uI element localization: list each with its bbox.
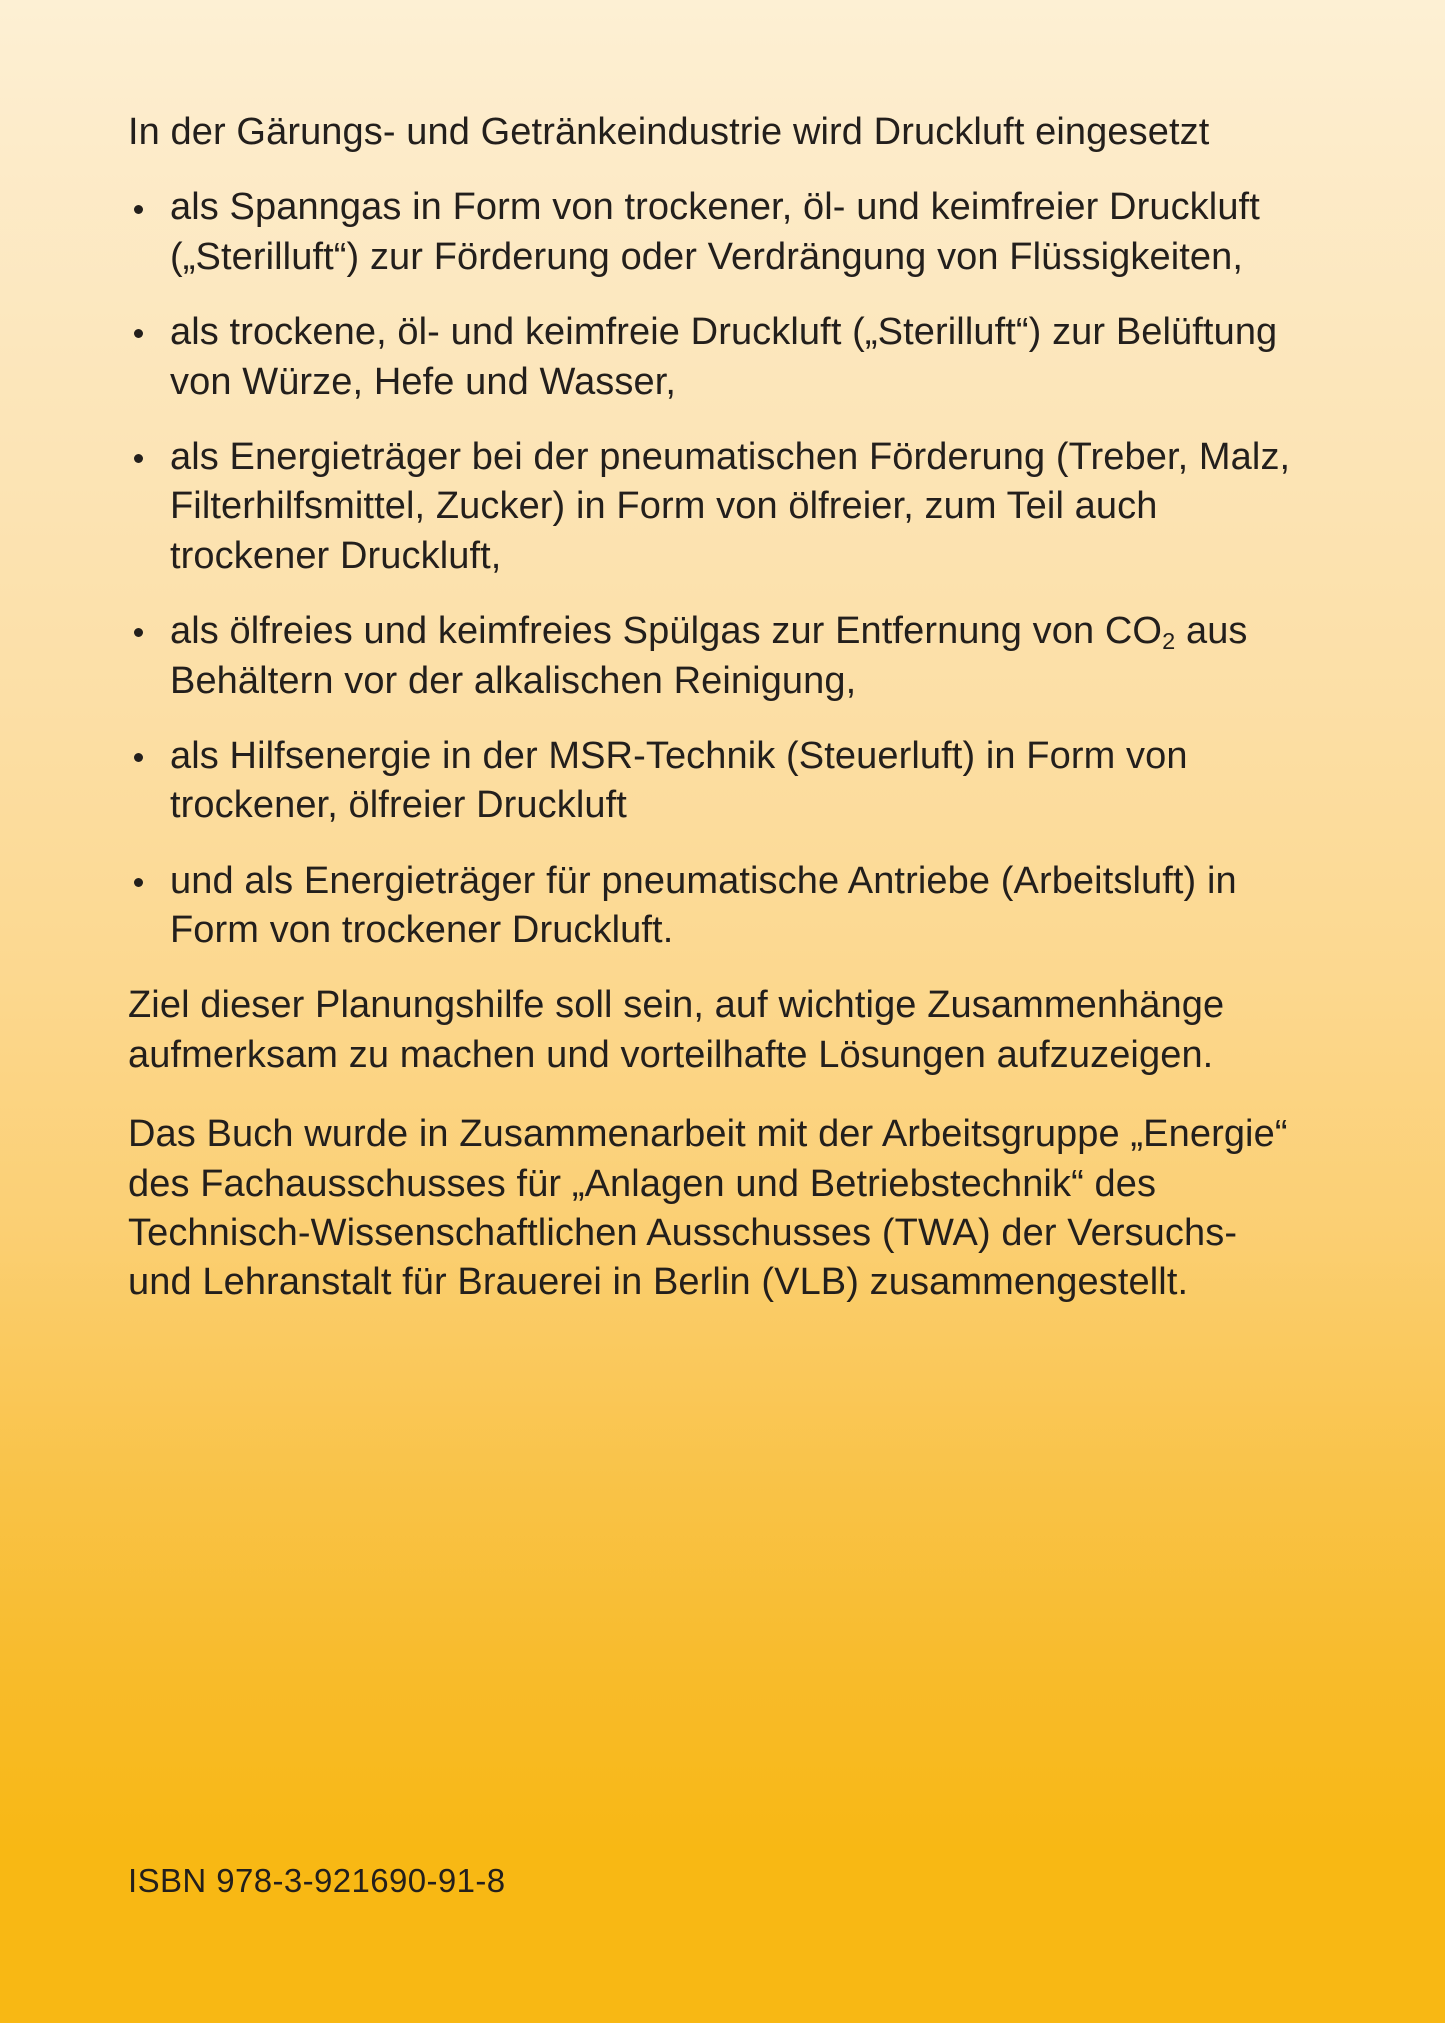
bullet-dot-icon (134, 753, 143, 762)
bullet-dot-icon (134, 205, 143, 214)
list-item-text: und als Energieträger für pneumatische Antriebe (Arbeitsluft) in Form von trockener Druckluft. (170, 859, 1237, 952)
list-item (128, 183, 1293, 282)
list-item-text: als ölfreies und keimfreies Spülgas zur Entfernung von CO (170, 610, 1163, 653)
list-item-text: als trockene, öl- und keimfreie Druckluft („Sterilluft“) zur Belüftung von Würze, Hefe und Wasser, (170, 311, 1278, 403)
bullet-dot-icon (134, 329, 143, 338)
bullet-dot-icon (134, 454, 143, 463)
list-item-text: als Energieträger bei der pneumatischen Förderung (Treber, Malz, Filterhilfsmittel, Zucker) in Form von ölfreier, zum Teil auch trockener Druckluft, (170, 435, 1291, 577)
usage-bullet-list (128, 183, 1293, 955)
list-item (128, 732, 1293, 831)
bullet-dot-icon (134, 878, 143, 887)
list-item (128, 607, 1293, 706)
back-cover-content (128, 108, 1293, 1338)
list-item-text: als Hilfsenergie in der MSR-Technik (Steuerluft) in Form von trockener, ölfreier Druckluft (170, 734, 1188, 827)
list-item (128, 857, 1293, 956)
closing-paragraphs (128, 981, 1293, 1307)
closing-paragraph-credits: Das Buch wurde in Zusammenarbeit mit der Arbeitsgruppe „Energie“ des Fachausschusses für „Anlagen und Betriebstechnik“ des Technisch-Wissenschaftlichen Ausschusses (TWA) der Versuchs- und Lehranstalt für Brauerei in Berlin (VLB) zusammengestellt. (128, 1113, 1288, 1304)
isbn-text: ISBN 978-3-921690-91-8 (128, 1862, 506, 1899)
list-item-text-continued: aus Behältern vor der alkalischen Reinigung, (170, 610, 1248, 702)
chemical-subscript: 2 (1162, 628, 1176, 655)
intro-paragraph: In der Gärungs- und Getränkeindustrie wird Druckluft eingesetzt (128, 111, 1210, 153)
closing-paragraph-goal: Ziel dieser Planungshilfe soll sein, auf wichtige Zusammenhänge aufmerksam zu machen und vorteilhafte Lösungen aufzuzeigen. (128, 984, 1225, 1076)
list-item (128, 308, 1293, 407)
list-item (128, 433, 1293, 581)
bullet-dot-icon (134, 628, 143, 637)
list-item-text: als Spanngas in Form von trockener, öl- und keimfreier Druckluft („Sterilluft“) zur Förderung oder Verdrängung von Flüssigkeiten, (170, 186, 1260, 278)
